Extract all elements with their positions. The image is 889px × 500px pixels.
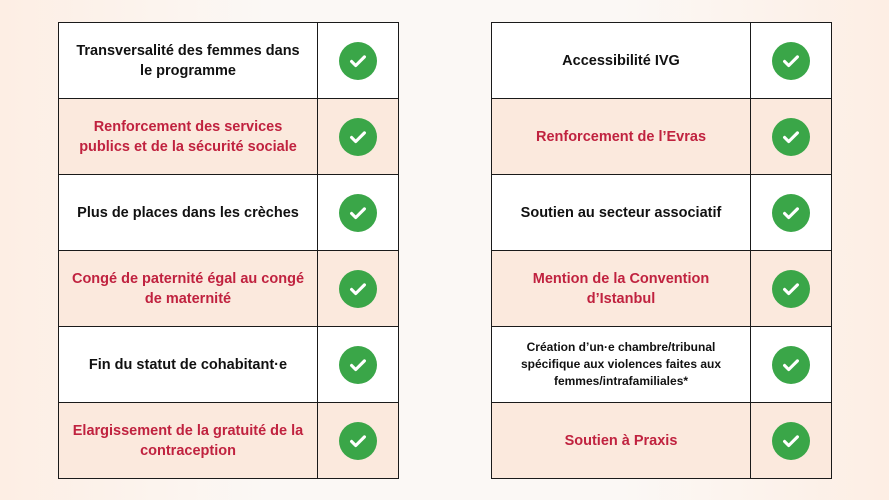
table-row — [492, 327, 831, 403]
check-circle-icon — [339, 346, 377, 384]
left-checklist-table — [58, 22, 399, 479]
table-row — [59, 251, 398, 327]
table-row — [492, 23, 831, 99]
row-label: Congé de paternité égal au congé de maternité — [59, 251, 318, 326]
table-row — [59, 403, 398, 478]
row-label: Soutien au secteur associatif — [492, 175, 751, 250]
row-label: Elargissement de la gratuité de la contraception — [59, 403, 318, 478]
table-row — [59, 327, 398, 403]
check-circle-icon — [772, 422, 810, 460]
row-label: Soutien à Praxis — [492, 403, 751, 478]
table-row — [59, 23, 398, 99]
check-circle-icon — [339, 270, 377, 308]
table-row — [492, 251, 831, 327]
check-circle-icon — [339, 422, 377, 460]
check-circle-icon — [339, 42, 377, 80]
table-row — [59, 99, 398, 175]
check-circle-icon — [772, 270, 810, 308]
table-row — [492, 403, 831, 478]
check-circle-icon — [772, 194, 810, 232]
table-row — [59, 175, 398, 251]
check-circle-icon — [772, 118, 810, 156]
row-label: Renforcement de l’Evras — [492, 99, 751, 174]
row-label: Transversalité des femmes dans le programme — [59, 23, 318, 98]
table-row — [492, 99, 831, 175]
check-circle-icon — [339, 118, 377, 156]
row-label: Accessibilité IVG — [492, 23, 751, 98]
row-label: Mention de la Convention d’Istanbul — [492, 251, 751, 326]
check-circle-icon — [772, 346, 810, 384]
right-checklist-table — [491, 22, 832, 479]
row-label: Plus de places dans les crèches — [59, 175, 318, 250]
check-circle-icon — [772, 42, 810, 80]
table-row — [492, 175, 831, 251]
row-label: Renforcement des services publics et de la sécurité sociale — [59, 99, 318, 174]
row-label: Création d’un·e chambre/tribunal spécifique aux violences faites aux femmes/intrafamiliales* — [492, 327, 751, 402]
check-circle-icon — [339, 194, 377, 232]
row-label: Fin du statut de cohabitant·e — [59, 327, 318, 402]
